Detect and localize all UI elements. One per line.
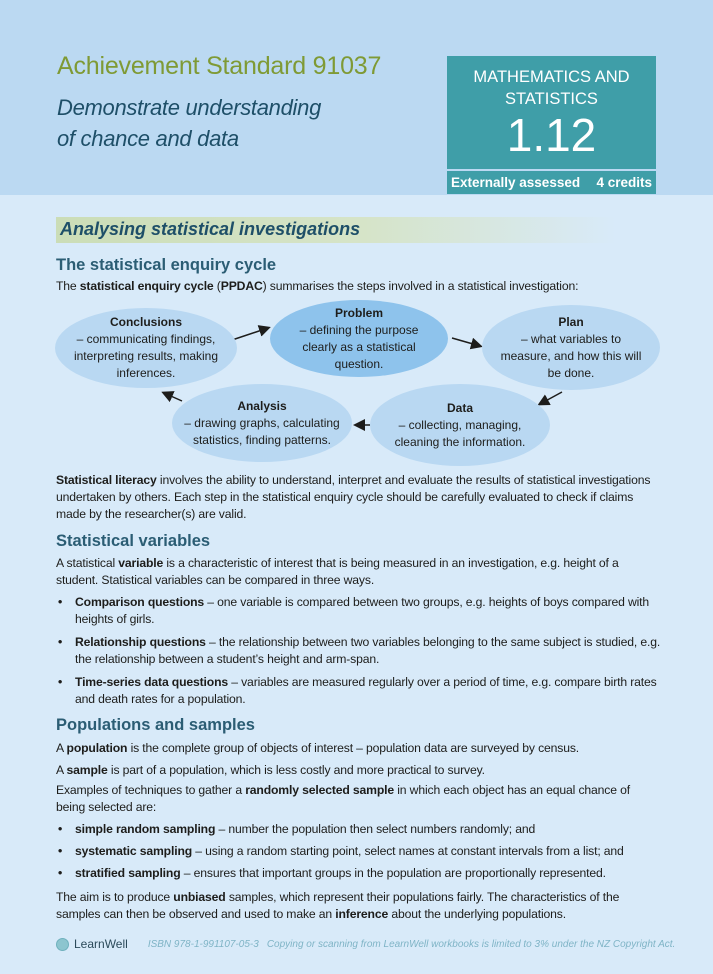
bold-term: Comparison questions bbox=[75, 595, 205, 609]
cycle-arrows bbox=[0, 0, 713, 480]
step-title: Plan bbox=[558, 314, 584, 329]
bold-term: Relationship questions bbox=[75, 635, 206, 649]
badge-subject: MATHEMATICS AND bbox=[473, 68, 630, 86]
credits: 4 credits bbox=[596, 175, 652, 190]
bold-term: systematic sampling bbox=[75, 844, 193, 858]
text-run: is the complete group of objects of interest – population data are surveyed by census. bbox=[127, 741, 580, 755]
text-run: is a characteristic of interest that is being measured in an investigation, e.g. height of a student. Statistical variables can be compared in three ways. bbox=[56, 556, 619, 587]
standard-title: Achievement Standard 91037 bbox=[57, 52, 382, 80]
text-run: – the relationship between two variables belonging to the same subject is studied, e.g. the relationship between a student’s height and arm-span. bbox=[75, 635, 661, 666]
sample-definition bbox=[56, 762, 662, 779]
step-title: Analysis bbox=[237, 398, 287, 413]
step-title: Problem bbox=[334, 305, 383, 320]
arrow bbox=[232, 328, 268, 340]
bullet-item bbox=[56, 674, 662, 708]
bullet-item bbox=[56, 865, 662, 882]
step-text: – defining the purpose clearly as a statistical question. bbox=[299, 322, 419, 371]
text-run: – using a random starting point, select names at constant intervals from a list; and bbox=[192, 844, 624, 858]
text-run: – one variable is compared between two groups, e.g. heights of boys compared with heights of girls. bbox=[75, 595, 650, 626]
text-run: A bbox=[56, 741, 67, 755]
subtitle-line: of chance and data bbox=[57, 126, 239, 151]
statistical-literacy bbox=[56, 472, 662, 523]
step-text: – communicating findings, interpreting results, making inferences. bbox=[73, 332, 219, 380]
bold-term: randomly selected sample bbox=[245, 783, 395, 797]
population-definition bbox=[56, 740, 662, 757]
text-run: Examples of techniques to gather a bbox=[56, 783, 246, 797]
bullet-item bbox=[56, 843, 662, 860]
footer bbox=[56, 937, 675, 951]
text-run: in which each object has an equal chance of being selected are: bbox=[56, 783, 630, 814]
cycle-step-plan bbox=[482, 305, 660, 390]
bold-term: statistical enquiry cycle bbox=[79, 279, 214, 293]
learnwell-logo bbox=[56, 937, 128, 951]
arrow bbox=[540, 392, 562, 404]
section-title: Analysing statistical investigations bbox=[60, 219, 361, 239]
text-run: A bbox=[56, 763, 67, 777]
logo-text: LearnWell bbox=[74, 937, 128, 951]
bold-term: population bbox=[66, 741, 128, 755]
logo-icon bbox=[56, 938, 69, 951]
bullet-item bbox=[56, 634, 662, 668]
bold-term: Statistical literacy bbox=[56, 473, 157, 487]
heading-variables: Statistical variables bbox=[56, 532, 211, 550]
text-run: – ensures that important groups in the population are proportionally represented. bbox=[180, 866, 606, 880]
bold-term: PPDAC bbox=[220, 279, 263, 293]
cycle-step-problem bbox=[270, 300, 448, 377]
step-text: – drawing graphs, calculating statistics, finding patterns. bbox=[184, 415, 340, 447]
unbiased-samples bbox=[56, 889, 662, 923]
text-run: The bbox=[56, 279, 80, 293]
text-run: – number the population then select numbers randomly; and bbox=[215, 822, 536, 836]
text-run: ( bbox=[213, 279, 221, 293]
bold-term: Time-series data questions bbox=[75, 675, 229, 689]
arrow bbox=[164, 393, 182, 401]
text-run: ) summarises the steps involved in a statistical investigation: bbox=[262, 279, 579, 293]
bold-term: sample bbox=[66, 763, 108, 777]
bullet-item bbox=[56, 821, 662, 838]
bold-term: unbiased bbox=[173, 890, 226, 904]
bold-term: simple random sampling bbox=[75, 822, 216, 836]
text-run: The aim is to produce bbox=[56, 890, 174, 904]
text-run: about the underlying populations. bbox=[388, 907, 566, 921]
cycle-step-conclusions bbox=[55, 308, 237, 388]
text-run: samples, which represent their populations fairly. The characteristics of the samples can then be observed and used to make an bbox=[56, 890, 620, 921]
cycle-step-data bbox=[370, 384, 550, 466]
cycle-step-analysis bbox=[172, 384, 352, 462]
badge-number: 1.12 bbox=[506, 109, 597, 161]
subtitle-line: Demonstrate understanding bbox=[57, 95, 321, 120]
heading-enquiry-cycle: The statistical enquiry cycle bbox=[56, 256, 277, 274]
arrow bbox=[452, 338, 480, 346]
isbn: ISBN 978-1-991107-05-3 bbox=[147, 938, 259, 950]
text-run: involves the ability to understand, interpret and evaluate the results of statistical investigations undertaken by others. Each step in the statistical enquiry cycle should be carefully evaluated to check if claims made by the researcher(s) are valid. bbox=[56, 473, 651, 521]
bold-term: inference bbox=[335, 907, 389, 921]
step-title: Data bbox=[446, 400, 473, 415]
heading-populations: Populations and samples bbox=[56, 716, 255, 734]
variables-intro bbox=[56, 555, 662, 589]
sampling-intro bbox=[56, 782, 662, 816]
step-title: Conclusions bbox=[109, 315, 182, 329]
bullet-item bbox=[56, 594, 662, 628]
step-text: – collecting, managing, cleaning the information. bbox=[394, 417, 526, 449]
step-text: – what variables to measure, and how this will be done. bbox=[500, 331, 642, 380]
bold-term: stratified sampling bbox=[75, 866, 181, 880]
text-run: – variables are measured regularly over a period of time, e.g. compare birth rates and death rates for a population. bbox=[75, 675, 657, 706]
copyright-notice: Copying or scanning from LearnWell workbooks is limited to 3% under the NZ Copyright Act. bbox=[266, 938, 676, 950]
assessment-type: Externally assessed bbox=[451, 175, 581, 190]
text-run: is part of a population, which is less costly and more practical to survey. bbox=[107, 763, 485, 777]
badge-subject: STATISTICS bbox=[505, 90, 598, 108]
bold-term: variable bbox=[118, 556, 164, 570]
text-run: A statistical bbox=[56, 556, 119, 570]
